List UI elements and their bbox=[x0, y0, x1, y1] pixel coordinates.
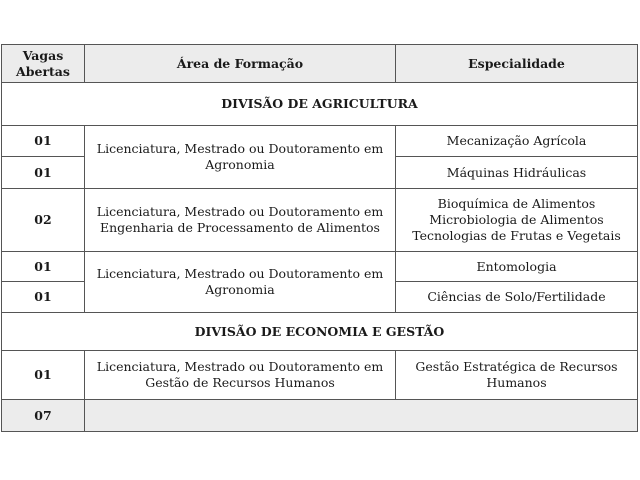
area-cell: Licenciatura, Mestrado ou Doutoramento em Engenharia de Processamento de Alimentos bbox=[85, 189, 396, 252]
table-row bbox=[2, 189, 638, 252]
area-cell: Licenciatura, Mestrado ou Doutoramento em Agronomia bbox=[85, 126, 396, 189]
area-cell: Licenciatura, Mestrado ou Doutoramento em Gestão de Recursos Humanos bbox=[85, 351, 396, 400]
header-vagas: Vagas Abertas bbox=[2, 45, 85, 83]
especialidade-cell: Entomologia bbox=[396, 252, 638, 282]
especialidade-item: Microbiologia de Alimentos bbox=[429, 212, 604, 227]
table-header-row bbox=[2, 45, 638, 83]
especialidade-cell bbox=[396, 189, 638, 252]
division-row-agricultura bbox=[2, 83, 638, 126]
especialidade-cell: Máquinas Hidráulicas bbox=[396, 157, 638, 189]
division-title: DIVISÃO DE AGRICULTURA bbox=[2, 83, 638, 126]
division-title: DIVISÃO DE ECONOMIA E GESTÃO bbox=[2, 313, 638, 351]
especialidade-cell: Ciências de Solo/Fertilidade bbox=[396, 282, 638, 313]
vagas-table bbox=[1, 44, 638, 432]
total-vagas-cell: 07 bbox=[2, 400, 85, 432]
total-empty-cell bbox=[85, 400, 638, 432]
vagas-cell: 01 bbox=[2, 351, 85, 400]
vagas-cell: 01 bbox=[2, 252, 85, 282]
total-row bbox=[2, 400, 638, 432]
especialidade-item: Bioquímica de Alimentos bbox=[437, 196, 596, 211]
division-row-economia bbox=[2, 313, 638, 351]
header-area: Área de Formação bbox=[85, 45, 396, 83]
table-row bbox=[2, 252, 638, 282]
especialidade-cell: Mecanização Agrícola bbox=[396, 126, 638, 157]
especialidade-cell: Gestão Estratégica de Recursos Humanos bbox=[396, 351, 638, 400]
vagas-cell: 01 bbox=[2, 282, 85, 313]
vagas-cell: 01 bbox=[2, 126, 85, 157]
table-row bbox=[2, 126, 638, 157]
vagas-cell: 01 bbox=[2, 157, 85, 189]
vagas-cell: 02 bbox=[2, 189, 85, 252]
header-especialidade: Especialidade bbox=[396, 45, 638, 83]
area-cell: Licenciatura, Mestrado ou Doutoramento em Agronomia bbox=[85, 252, 396, 313]
table-row bbox=[2, 351, 638, 400]
especialidade-item: Tecnologias de Frutas e Vegetais bbox=[412, 228, 621, 243]
